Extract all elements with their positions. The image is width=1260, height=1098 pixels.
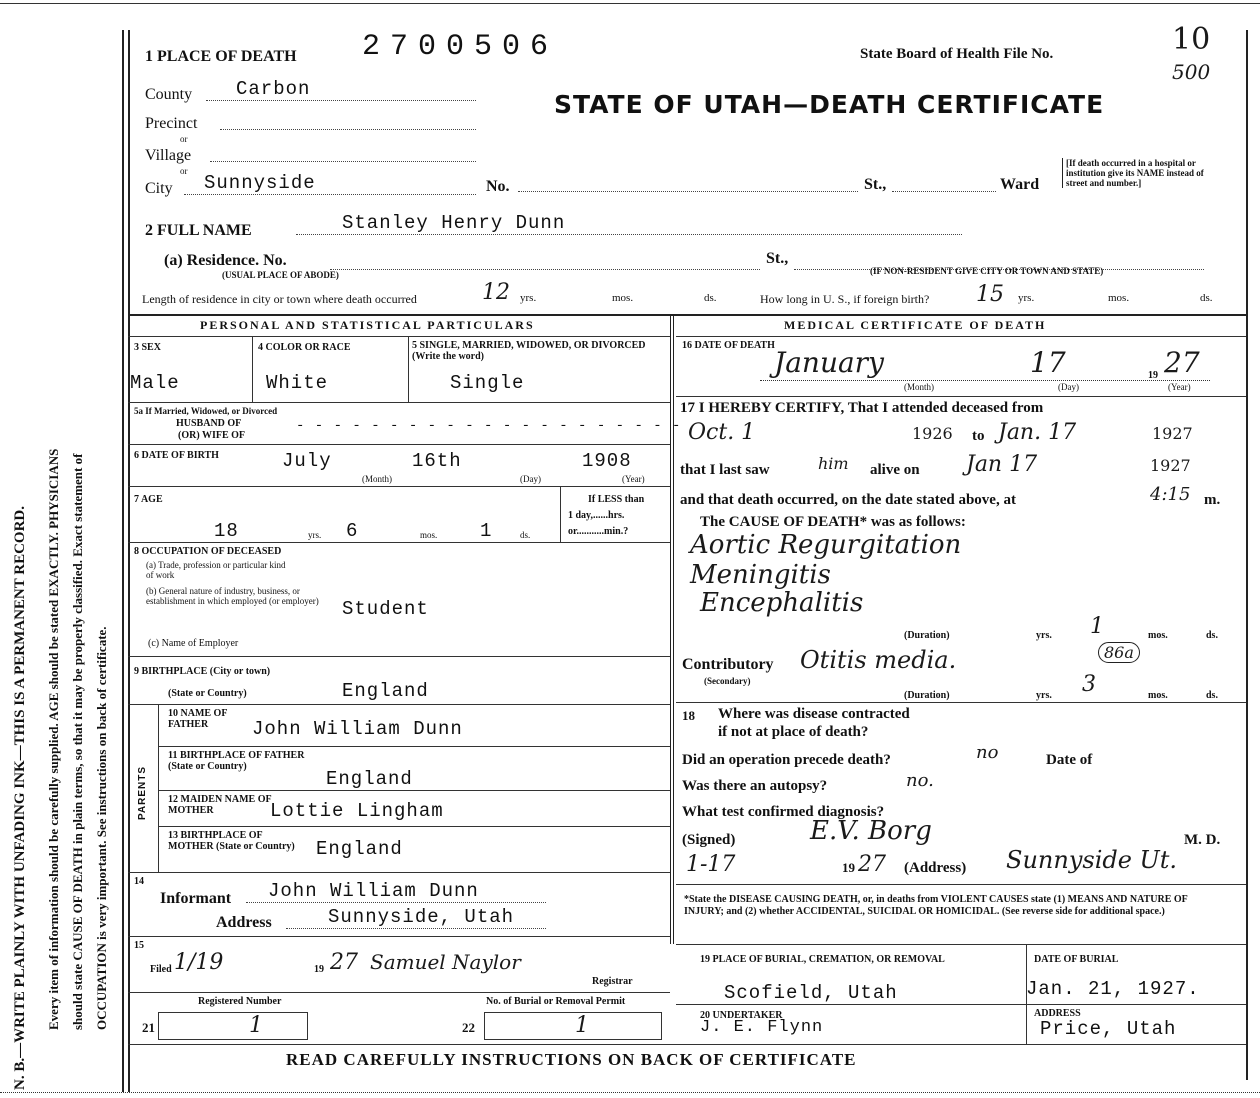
cause-line-3: Encephalitis	[700, 588, 864, 618]
street-no-label: No.	[486, 178, 510, 195]
city-label: City	[145, 180, 173, 197]
undertaker-address-value: Price, Utah	[1040, 1018, 1177, 1040]
village-label: Village	[145, 147, 192, 164]
undertaker-label: 20 UNDERTAKER	[700, 1010, 783, 1021]
permit-box	[484, 1012, 662, 1040]
permit-label: No. of Burial or Removal Permit	[486, 996, 626, 1007]
item-14: 14	[134, 876, 144, 887]
personal-heading: PERSONAL AND STATISTICAL PARTICULARS	[200, 318, 535, 332]
sidebar-line-3: should state CAUSE OF DEATH in plain terms, so that it may be properly classified. Exact statement of	[70, 453, 85, 1030]
duration-value-1: 1	[1090, 614, 1104, 639]
signed-19: 19	[842, 860, 855, 875]
personal-head-rule	[128, 336, 670, 337]
father-birthplace-value: England	[326, 768, 413, 790]
mos-2: mos.	[1108, 292, 1130, 304]
registered-number-box	[158, 1012, 308, 1040]
contracted-label-2: if not at place of death?	[718, 724, 869, 740]
yrs-2: yrs.	[1018, 292, 1035, 304]
burial-place-label: 19 PLACE OF BURIAL, CREMATION, OR REMOVAL	[700, 954, 945, 965]
father-label: 10 NAME OF FATHER	[168, 708, 228, 730]
burial-date-label: DATE OF BURIAL	[1034, 954, 1119, 965]
residence-label: (a) Residence. No.	[164, 252, 287, 269]
duration-mos-1: mos.	[1148, 630, 1168, 641]
marital-label: 5 SINGLE, MARRIED, WIDOWED, OR DIVORCED (Write the word)	[412, 340, 646, 362]
death-month-sub: (Month)	[904, 382, 934, 392]
burial-date-value: Jan. 21, 1927.	[1026, 978, 1200, 1000]
us-label: How long in U. S., if foreign birth?	[760, 292, 930, 306]
alive-on-label: alive on	[870, 462, 920, 478]
registrar-signature: Samuel Naylor	[370, 950, 521, 974]
village-line	[210, 148, 476, 162]
contributory-code: 86a	[1098, 642, 1140, 663]
item-21: 21	[142, 1020, 155, 1035]
filed-date: 1/19	[174, 950, 224, 975]
death-month: January	[774, 346, 884, 379]
duration-ds-1: ds.	[1206, 630, 1218, 641]
operation-label: Did an operation precede death?	[682, 752, 891, 768]
filed-year: 27	[330, 950, 358, 975]
death-day-sub: (Day)	[1058, 382, 1079, 392]
md-label: M. D.	[1184, 832, 1221, 848]
last-saw-him: him	[818, 454, 849, 473]
duration-ds-2: ds.	[1206, 690, 1218, 701]
death-time: 4:15	[1150, 484, 1191, 505]
duration-value-2: 3	[1082, 672, 1096, 697]
spouse-label-1: 5a If Married, Widowed, or Divorced	[134, 406, 278, 416]
attended-from: Oct. 1	[688, 420, 756, 445]
right-border	[1246, 30, 1248, 1080]
occupation-c: (c) Name of Employer	[148, 638, 239, 649]
signed-date: 1-17	[686, 852, 736, 877]
mother-value: Lottie Lingham	[270, 800, 444, 822]
dob-day: 16th	[412, 450, 462, 472]
cause-label: The CAUSE OF DEATH* was as follows:	[700, 514, 966, 530]
top-edge	[0, 3, 1260, 4]
cause-footnote: *State the DISEASE CAUSING DEATH, or, in deaths from VIOLENT CAUSES state (1) MEANS AND NATURE OF INJURY; and (2) whether ACCIDENTAL, SUICIDAL OR HOMICIDAL. (See reverse side for additional space.)	[684, 894, 1188, 917]
attended-to-year: 1927	[1152, 424, 1193, 443]
undertaker-address-label: ADDRESS	[1034, 1008, 1081, 1019]
item-22: 22	[462, 1020, 475, 1035]
alive-year: 1927	[1150, 456, 1191, 475]
dob-year-sub: (Year)	[622, 474, 645, 484]
occupation-value: Student	[342, 598, 429, 620]
death-year: 27	[1164, 346, 1200, 379]
item-15: 15	[134, 940, 144, 951]
length-years: 12	[482, 280, 510, 305]
age-yrs-unit: yrs.	[308, 530, 322, 540]
mother-label: 12 MAIDEN NAME OF MOTHER	[168, 794, 272, 816]
birthplace-label: 9 BIRTHPLACE (City or town)	[134, 666, 271, 677]
dob-month: July	[282, 450, 332, 472]
place-of-death-label: 1 PLACE OF DEATH	[145, 48, 297, 65]
death-time-m: m.	[1204, 492, 1221, 508]
parents-label: PARENTS	[137, 765, 148, 820]
test-label: What test confirmed diagnosis?	[682, 804, 885, 820]
sidebar-line-1: N. B.—WRITE PLAINLY WITH UNFADING INK—THIS IS A PERMANENT RECORD.	[12, 506, 28, 1090]
death-year-prefix: 19	[1148, 370, 1158, 381]
ds-2: ds.	[1200, 292, 1213, 304]
informant-label: Informant	[160, 890, 232, 907]
registered-number-label: Registered Number	[198, 996, 282, 1007]
yrs-1: yrs.	[520, 292, 537, 304]
death-occurred-label: and that death occurred, on the date stated above, at	[680, 492, 1016, 508]
signed-address-value: Sunnyside Ut.	[1006, 846, 1178, 874]
length-residence-label: Length of residence in city or town where death occurred	[142, 292, 417, 306]
age-years: 18	[214, 520, 239, 542]
date-of-death-label: 16 DATE OF DEATH	[682, 340, 775, 351]
contributory-label: Contributory	[682, 656, 774, 673]
death-day: 17	[1030, 346, 1066, 379]
cause-line-2: Meningitis	[690, 560, 831, 590]
death-year-sub: (Year)	[1168, 382, 1191, 392]
signed-label: (Signed)	[682, 832, 736, 848]
file-number-note: 500	[1172, 60, 1211, 84]
certificate-title: STATE OF UTAH—DEATH CERTIFICATE	[554, 90, 1105, 119]
cause-line-1: Aortic Regurgitation	[690, 530, 962, 560]
signed-year: 27	[858, 852, 886, 877]
occupation-label: 8 OCCUPATION OF DECEASED	[134, 546, 282, 557]
county-label: County	[145, 86, 193, 103]
dob-year: 1908	[582, 450, 632, 472]
bottom-edge	[0, 1092, 1260, 1093]
undertaker-value: J. E. Flynn	[700, 1018, 824, 1037]
section-top-rule	[128, 314, 1246, 316]
medical-heading: MEDICAL CERTIFICATE OF DEATH	[784, 318, 1047, 332]
registered-number-value: 1	[249, 1013, 263, 1038]
last-saw-label: that I last saw	[680, 462, 770, 478]
or-1: or	[180, 134, 188, 144]
color-label: 4 COLOR OR RACE	[258, 342, 351, 353]
age-days: 1	[480, 520, 493, 542]
informant-address-label: Address	[216, 914, 272, 931]
county-value: Carbon	[206, 78, 476, 101]
city-value: Sunnyside	[184, 172, 476, 195]
to-label: to	[972, 428, 985, 444]
residence-line	[330, 258, 760, 270]
street-line	[518, 178, 858, 192]
informant-address-value: Sunnyside, Utah	[286, 906, 546, 929]
spouse-label-3: (OR) WIFE OF	[178, 430, 246, 441]
ds-1: ds.	[704, 292, 717, 304]
contracted-label-1: Where was disease contracted	[718, 706, 910, 722]
medical-head-rule	[676, 336, 1246, 337]
informant-value: John William Dunn	[246, 880, 546, 903]
center-divider	[670, 314, 674, 944]
precinct-line	[220, 116, 476, 130]
duration-mos-2: mos.	[1148, 690, 1168, 701]
signed-address-label: (Address)	[904, 860, 967, 876]
mos-1: mos.	[612, 292, 634, 304]
contributory-value: Otitis media.	[800, 646, 957, 674]
less-than-2: 1 day,......hrs.	[568, 510, 625, 521]
dob-label: 6 DATE OF BIRTH	[134, 450, 219, 461]
ward-note: [If death occurred in a hospital or institution give its NAME instead of street and number.]	[1062, 158, 1217, 188]
age-ds-unit: ds.	[520, 530, 531, 540]
full-name-label: 2 FULL NAME	[145, 222, 252, 239]
footer-instructions: READ CAREFULLY INSTRUCTIONS ON BACK OF CERTIFICATE	[286, 1050, 857, 1069]
marital-value: Single	[450, 372, 525, 394]
age-label: 7 AGE	[134, 494, 163, 505]
attended-from-year: 1926	[912, 424, 953, 443]
or-2: or	[180, 166, 188, 176]
sex-label: 3 SEX	[134, 342, 161, 353]
st-line	[892, 178, 996, 192]
operation-value: no	[976, 742, 999, 763]
file-number: 10	[1172, 22, 1211, 57]
dob-month-sub: (Month)	[362, 474, 392, 484]
dob-day-sub: (Day)	[520, 474, 541, 484]
alive-date: Jan 17	[966, 452, 1038, 477]
age-mos-unit: mos.	[420, 530, 438, 540]
date-of-label: Date of	[1046, 752, 1093, 768]
contributory-sub: (Secondary)	[704, 676, 751, 686]
ward-label: Ward	[1000, 176, 1040, 193]
residence-st-label: St.,	[766, 250, 789, 267]
occupation-b: (b) General nature of industry, business, or establishment in which employed (or employer)	[146, 586, 319, 606]
duration-label-2: (Duration)	[904, 690, 950, 701]
sex-value: Male	[130, 372, 180, 394]
item-18: 18	[682, 708, 695, 723]
permit-value: 1	[575, 1013, 589, 1038]
filed-19: 19	[314, 964, 324, 975]
filed-label: Filed	[150, 964, 172, 975]
father-birthplace-label: 11 BIRTHPLACE OF FATHER (State or Country)	[168, 750, 305, 772]
autopsy-label: Was there an autopsy?	[682, 778, 828, 794]
street-label: St.,	[864, 176, 887, 193]
birthplace-value: England	[342, 680, 429, 702]
duration-yrs-1: yrs.	[1036, 630, 1052, 641]
spouse-label-2: HUSBAND OF	[176, 418, 242, 429]
spouse-value: - - - - - - - - - - - - - - - - - - - - -	[296, 418, 682, 434]
state-board-label: State Board of Health File No.	[860, 46, 1054, 62]
autopsy-value: no.	[906, 770, 934, 791]
mother-birthplace-label: 13 BIRTHPLACE OF MOTHER (State or Country)	[168, 830, 295, 852]
residence-sub: (USUAL PLACE OF ABODE)	[222, 270, 339, 280]
precinct-label: Precinct	[145, 115, 198, 132]
father-value: John William Dunn	[252, 718, 463, 740]
duration-yrs-2: yrs.	[1036, 690, 1052, 701]
less-than-1: If LESS than	[588, 494, 645, 505]
color-value: White	[266, 372, 329, 394]
certificate-number: 2700506	[362, 30, 559, 64]
occupation-a: (a) Trade, profession or particular kind of work	[146, 560, 286, 580]
registrar-label: Registrar	[592, 976, 633, 987]
age-months: 6	[346, 520, 359, 542]
sidebar-line-4: OCCUPATION is very important. See instructions on back of certificate.	[94, 626, 109, 1030]
sidebar-line-2: Every item of information should be carefully supplied. AGE should be stated EXACTLY. PHYSICIANS	[46, 448, 61, 1030]
nonresident-note: (IF NON-RESIDENT GIVE CITY OR TOWN AND STATE)	[870, 266, 1104, 276]
less-than-3: or...........min.?	[568, 526, 629, 537]
mother-birthplace-value: England	[316, 838, 403, 860]
certify-text: 17 I HEREBY CERTIFY, That I attended deceased from	[680, 400, 1044, 416]
burial-place-value: Scofield, Utah	[724, 982, 898, 1004]
left-border-inner	[128, 30, 130, 1092]
us-years: 15	[976, 282, 1004, 307]
duration-label-1: (Duration)	[904, 630, 950, 641]
birthplace-sub: (State or Country)	[168, 688, 247, 699]
left-border	[122, 30, 124, 1092]
full-name-value: Stanley Henry Dunn	[296, 212, 962, 235]
attended-to: Jan. 17	[998, 420, 1077, 445]
physician-signature: E.V. Borg	[810, 816, 932, 846]
